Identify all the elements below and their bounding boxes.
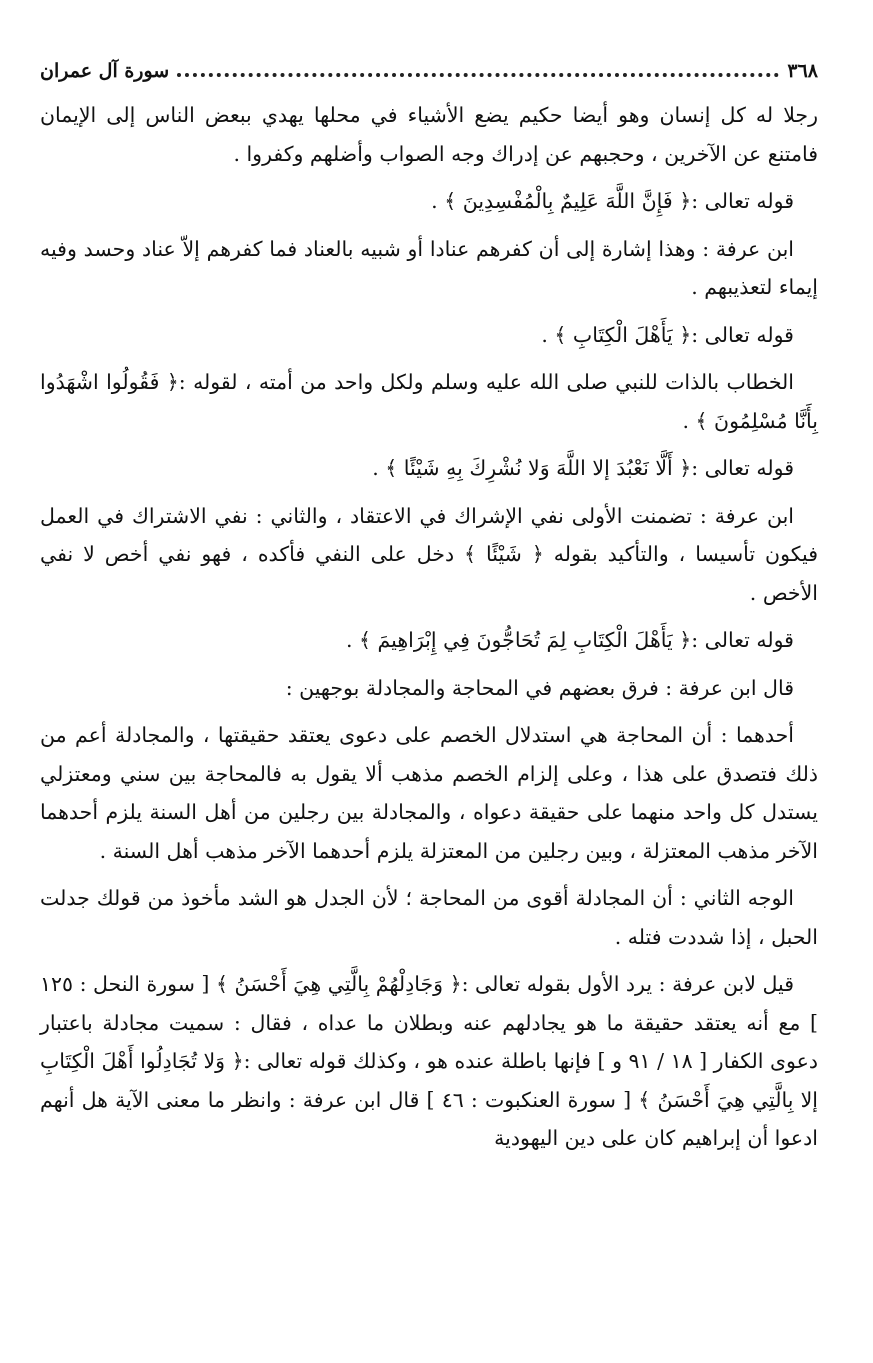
page-header	[40, 56, 818, 86]
paragraph: قيل لابن عرفة : يرد الأول بقوله تعالى :﴿ وَجَادِلْهُمْ بِالَّتِي هِيَ أَحْسَنُ ﴾ [ سورة النحل : ١٢٥ ] مع أنه يعتقد حقيقة ما هو يجادلهم عنه وبطلان ما عداه ، فقال : سميت مجادلة باعتبار دعوى الكفار [ ١٨ / ٩١ و ] فإنها باطلة عنده هو ، وكذلك قوله تعالى :﴿ وَلا تُجَادِلُوا أَهْلَ الْكِتَابِ إلا بِالَّتِي هِيَ أَحْسَنُ ﴾ [ سورة العنكبوت : ٤٦ ] قال ابن عرفة : وانظر ما معنى الآية هل أنهم ادعوا أن إبراهيم كان على دين اليهودية	[40, 972, 818, 1150]
paragraph: قال ابن عرفة : فرق بعضهم في المحاجة والمجادلة بوجهين :	[285, 675, 794, 700]
verse-heading: قوله تعالى :﴿ يَأَهْلَ الْكِتَابِ لِمَ تُحَاجُّونَ فِي إِبْرَاهِيمَ ﴾ .	[345, 628, 794, 652]
verse-heading: قوله تعالى :﴿ أَلَّا نَعْبُدَ إلا اللَّهَ وَلا نُشْرِكَ بِهِ شَيْئًا ﴾ .	[372, 456, 794, 480]
page-number: ٣٦٨	[787, 60, 818, 82]
paragraph: ابن عرفة : وهذا إشارة إلى أن كفرهم عنادا أو شبيه بالعناد فما كفرهم إلاّ عناد وحسد وفيه إيماء لتعذيبهم .	[40, 236, 818, 299]
verse-heading: قوله تعالى :﴿ يَأَهْلَ الْكِتَابِ ﴾ .	[541, 322, 794, 347]
paragraph: رجلا له كل إنسان وهو أيضا حكيم يضع الأشياء في محلها يهدي ببعض الناس إلى الإيمان فامتنع عن الآخرين ، وحجبهم عن إدراك وجه الصواب وأضلهم وكفروا .	[40, 103, 818, 166]
page-body	[40, 96, 818, 1158]
paragraph: أحدهما : أن المحاجة هي استدلال الخصم على دعوى يعتقد حقيقتها ، والمجادلة أعم من ذلك فتصدق على هذا ، وعلى إلزام الخصم مذهب ألا يقول به فالمحاجة بين سني ومعتزلي يستدل كل واحد منهما على حقيقة دعواه ، والمجادلة بين رجلين من أهل السنة يلزم أحدهما الآخر مذهب المعتزلة ، وبين رجلين من المعتزلة يلزم أحدهما الآخر مذهب أهل السنة .	[40, 723, 818, 863]
paragraph: الوجه الثاني : أن المجادلة أقوى من المحاجة ؛ لأن الجدل هو الشد مأخوذ من قولك جدلت الحبل ، إذا شددت فتله .	[40, 886, 818, 949]
book-page	[40, 56, 818, 1167]
surah-title: سورة آل عمران	[40, 60, 170, 82]
paragraph: الخطاب بالذات للنبي صلى الله عليه وسلم ولكل واحد من أمته ، لقوله :﴿ فَقُولُوا اشْهَدُوا بِأَنَّا مُسْلِمُونَ ﴾ .	[40, 370, 818, 433]
paragraph: ابن عرفة : تضمنت الأولى نفي الإشراك في الاعتقاد ، والثاني : نفي الاشتراك في العمل فيكون تأسيسا ، والتأكيد بقوله ﴿ شَيْئًا ﴾ دخل على النفي فأكده ، فهو نفي أخص لا نفي الأخص .	[40, 503, 818, 605]
verse-heading: قوله تعالى :﴿ فَإِنَّ اللَّهَ عَلِيمٌ بِالْمُفْسِدِينَ ﴾ .	[431, 189, 794, 213]
header-dotted-rule	[177, 73, 779, 77]
